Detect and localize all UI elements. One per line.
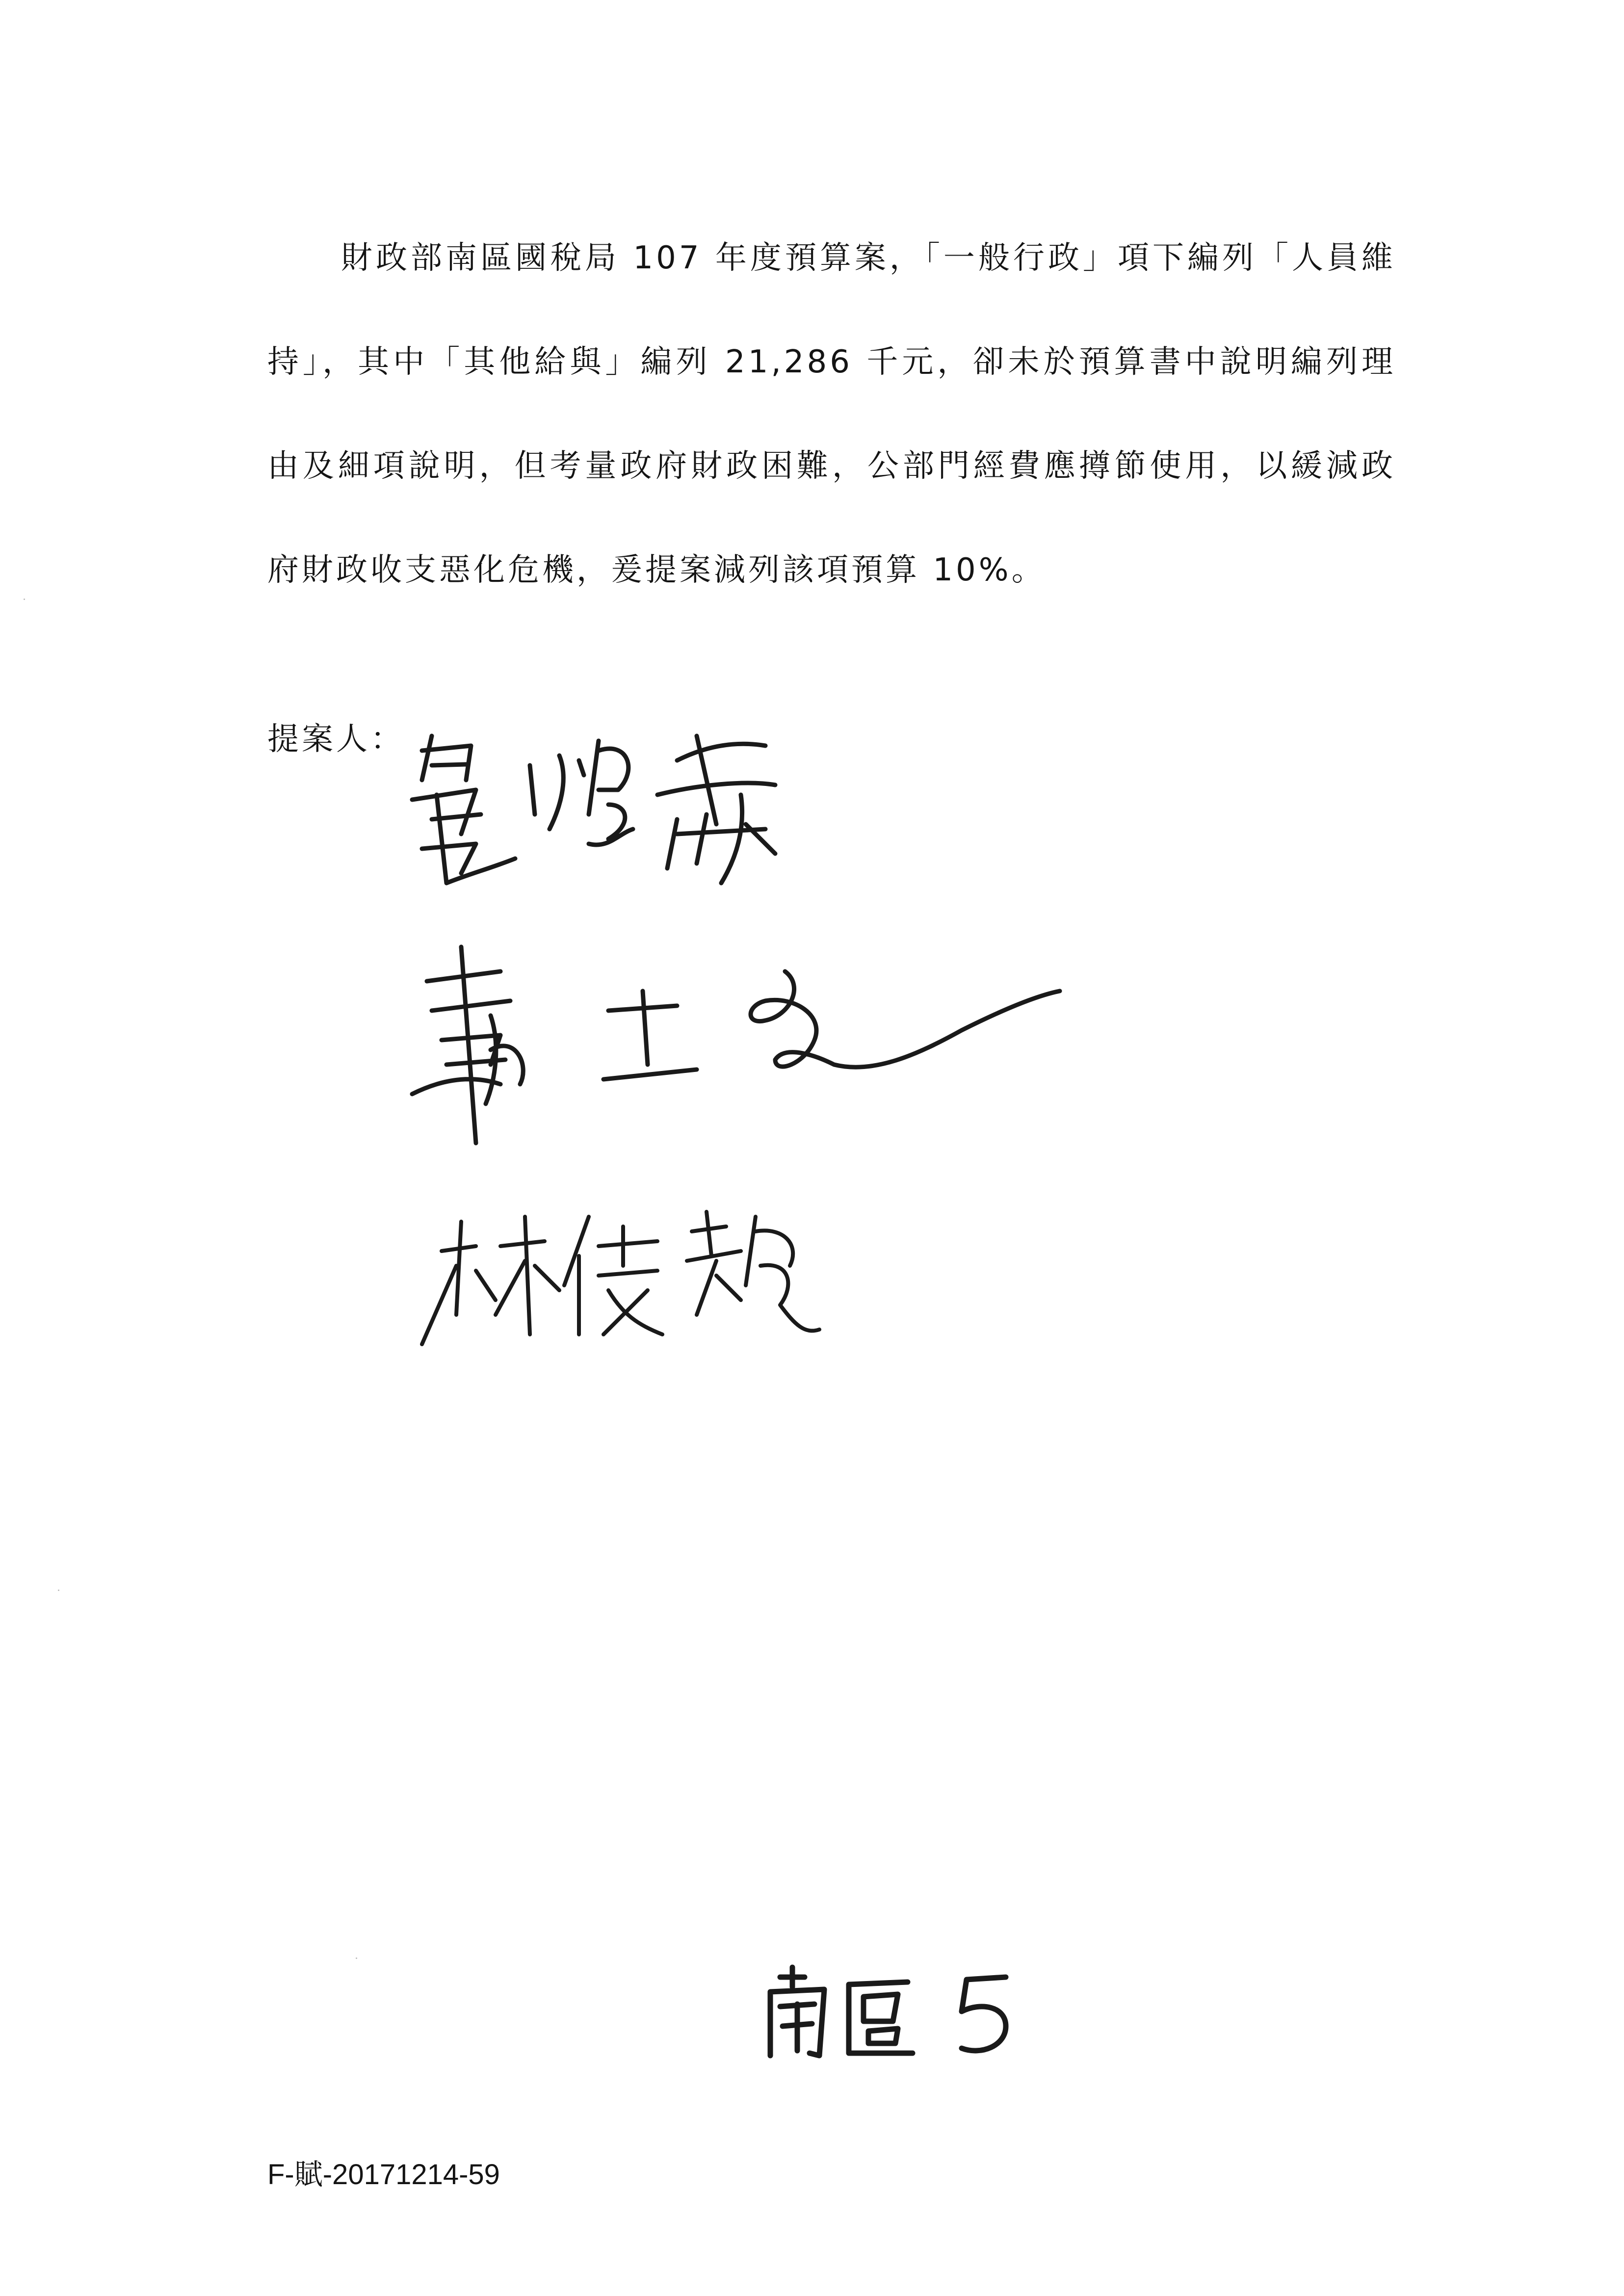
proposal-body xyxy=(267,206,1396,622)
handwritten-stamp-icon xyxy=(751,1957,1045,2070)
handwritten-signature-3-icon xyxy=(402,1187,844,1364)
proposer-label: 提案人： xyxy=(267,721,405,757)
handwritten-signature-2-icon xyxy=(402,917,1089,1153)
scan-speck xyxy=(24,599,25,600)
scan-speck xyxy=(356,1957,357,1959)
handwritten-signature-1-icon xyxy=(402,706,844,903)
body-paragraph: 財政部南區國稅局 107 年度預算案，「一般行政」項下編列「人員維持」，其中「其他給與」編列 21,286 千元，卻未於預算書中說明編列理由及細項說明，但考量政府財政困難，公部門經費應撙節使用，以緩減政府財政收支惡化危機，爰提案減列該項預算 10%。 xyxy=(267,240,1396,588)
scan-speck xyxy=(58,1590,59,1591)
document-code: F-賦-20171214-59 xyxy=(267,2159,500,2191)
